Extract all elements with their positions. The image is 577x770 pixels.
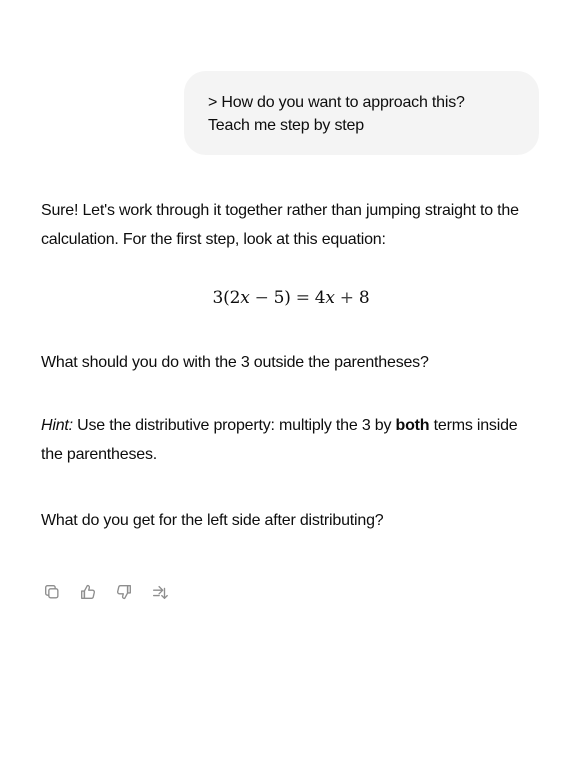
assistant-message xyxy=(41,196,541,529)
eq-lhs-coef: 3(2 xyxy=(212,288,241,308)
assistant-followup: What do you get for the left side after distributing? xyxy=(41,512,384,529)
hint-bold: both xyxy=(395,417,430,434)
hint-label: Hint: xyxy=(41,417,73,434)
user-message-line-2: Teach me step by step xyxy=(208,117,364,134)
assistant-intro: Sure! Let's work through it together rather than jumping straight to the calculation. For the first step, look at this equation: xyxy=(41,202,519,248)
assistant-hint xyxy=(41,411,541,469)
thumbs-up-icon xyxy=(79,583,97,601)
user-message-bubble xyxy=(184,71,539,155)
hint-text-before: Use the distributive property: multiply the 3 by xyxy=(72,417,396,434)
share-button[interactable] xyxy=(149,581,171,603)
share-icon xyxy=(151,583,169,601)
user-message-line-1: > How do you want to approach this? xyxy=(208,94,465,111)
thumbs-down-icon xyxy=(115,583,133,601)
eq-rhs-var: x xyxy=(325,288,335,308)
thumbs-down-button[interactable] xyxy=(113,581,135,603)
eq-equals: = xyxy=(295,288,310,308)
eq-lhs-minus: − xyxy=(254,288,269,308)
eq-rhs-coef: 4 xyxy=(314,288,326,308)
eq-lhs-var: x xyxy=(240,288,250,308)
message-actions xyxy=(41,581,171,603)
copy-icon xyxy=(43,583,61,601)
assistant-question: What should you do with the 3 outside the parentheses? xyxy=(41,354,429,371)
thumbs-up-button[interactable] xyxy=(77,581,99,603)
copy-button[interactable] xyxy=(41,581,63,603)
eq-rhs-plus: + xyxy=(339,288,354,308)
eq-rhs-const: 8 xyxy=(358,288,370,308)
equation xyxy=(41,286,541,310)
eq-lhs-const: 5) xyxy=(273,288,291,308)
hint-text-after: terms inside the parentheses. xyxy=(41,417,518,463)
